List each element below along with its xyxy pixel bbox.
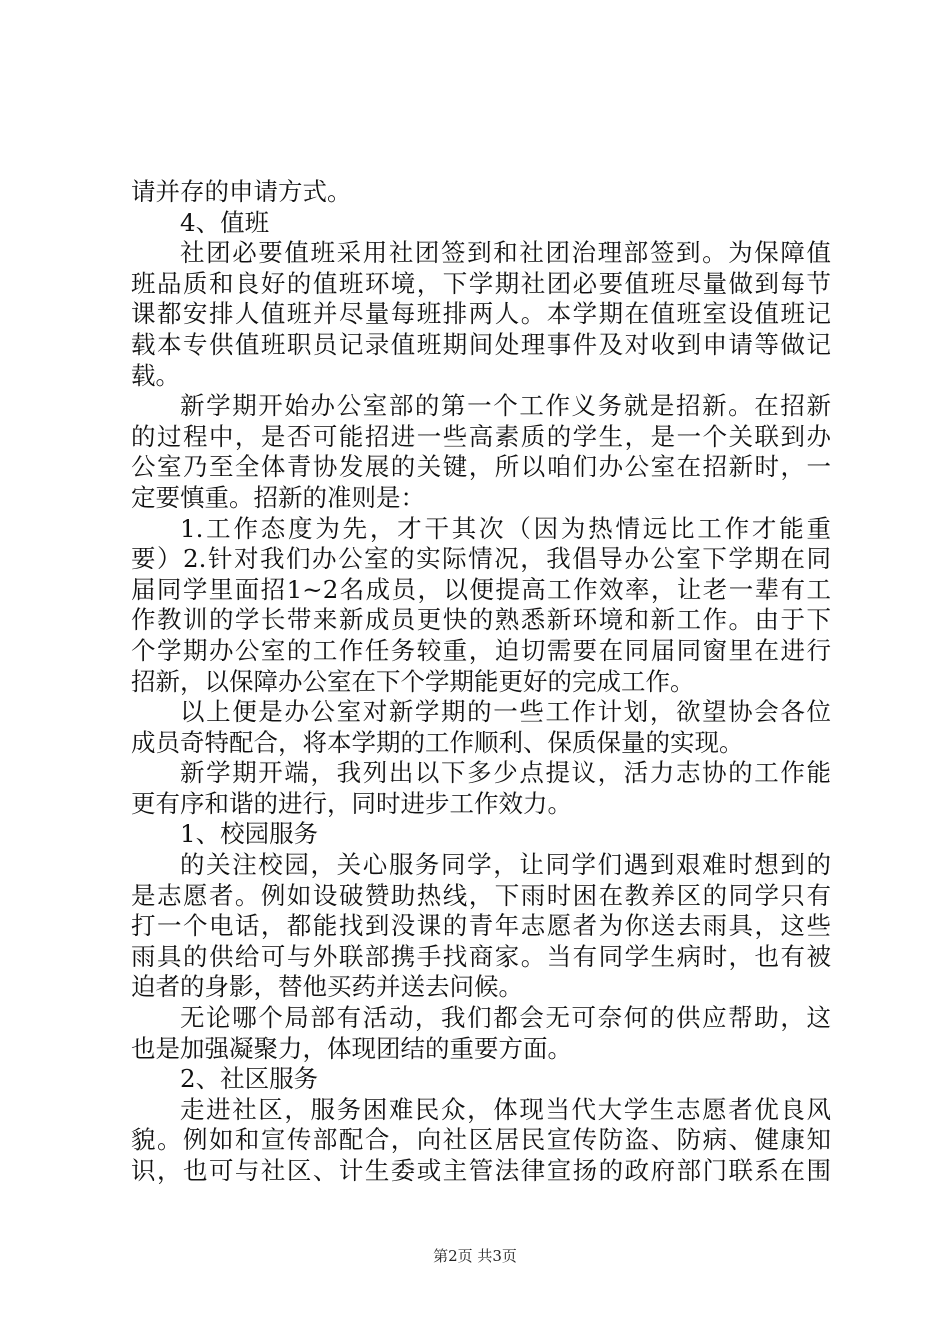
text-line: 作教训的学长带来新成员更快的熟悉新环境和新工作。由于下	[131, 605, 831, 635]
text-line: 要）2.针对我们办公室的实际情况，我倡导办公室下学期在同	[131, 544, 831, 574]
text-line: 载本专供值班职员记录值班期间处理事件及对收到申请等做记	[131, 329, 831, 359]
text-line: 社团必要值班采用社团签到和社团治理部签到。为保障值	[180, 238, 831, 268]
text-line: 4、值班	[180, 207, 270, 237]
text-line: 班品质和良好的值班环境，下学期社团必要值班尽量做到每节	[131, 268, 831, 298]
text-line: 成员奇特配合，将本学期的工作顺利、保质保量的实现。	[131, 727, 744, 757]
text-line: 是志愿者。例如设破赞助热线，下雨时困在教养区的同学只有	[131, 880, 831, 910]
text-line: 迫者的身影，替他买药并送去问候。	[131, 972, 523, 1002]
text-line: 2、社区服务	[180, 1064, 319, 1094]
text-line: 新学期开始办公室部的第一个工作义务就是招新。在招新	[180, 391, 831, 421]
text-line: 届同学里面招1~2名成员，以便提高工作效率，让老一辈有工	[131, 574, 831, 604]
text-line: 1、校园服务	[180, 819, 319, 849]
text-line: 貌。例如和宣传部配合，向社区居民宣传防盗、防病、健康知	[131, 1125, 831, 1155]
text-line: 的关注校园，关心服务同学，让同学们遇到艰难时想到的	[180, 850, 831, 880]
page-footer: 第2页 共3页	[433, 1247, 517, 1265]
text-line: 打一个电话，都能找到没课的青年志愿者为你送去雨具，这些	[131, 911, 831, 941]
text-line: 更有序和谐的进行，同时进步工作效力。	[131, 788, 572, 818]
text-line: 公室乃至全体青协发展的关键，所以咱们办公室在招新时，一	[131, 452, 831, 482]
text-line: 课都安排人值班并尽量每班排两人。本学期在值班室设值班记	[131, 299, 831, 329]
text-line: 无论哪个局部有活动，我们都会无可奈何的供应帮助，这	[180, 1003, 831, 1033]
text-line: 定要慎重。招新的准则是：	[131, 482, 425, 512]
text-line: 新学期开端，我列出以下多少点提议，活力志协的工作能	[180, 758, 831, 788]
document-body	[131, 177, 831, 1187]
text-line: 以上便是办公室对新学期的一些工作计划，欲望协会各位	[180, 697, 831, 727]
text-line: 个学期办公室的工作任务较重，迫切需要在同届同窗里在进行	[131, 635, 831, 665]
text-line: 走进社区，服务困难民众，体现当代大学生志愿者优良风	[180, 1094, 831, 1124]
text-line: 也是加强凝聚力，体现团结的重要方面。	[131, 1033, 572, 1063]
text-line: 招新，以保障办公室在下个学期能更好的完成工作。	[131, 666, 695, 696]
text-line: 识，也可与社区、计生委或主管法律宣扬的政府部门联系在围	[131, 1156, 831, 1185]
text-line: 请并存的申请方式。	[131, 177, 352, 206]
text-line: 的过程中，是否可能招进一些高素质的学生，是一个关联到办	[131, 421, 831, 451]
text-line: 1.工作态度为先，才干其次（因为热情远比工作才能重	[180, 513, 831, 543]
text-line: 载。	[131, 360, 180, 390]
text-line: 雨具的供给可与外联部携手找商家。当有同学生病时，也有被	[131, 941, 831, 971]
